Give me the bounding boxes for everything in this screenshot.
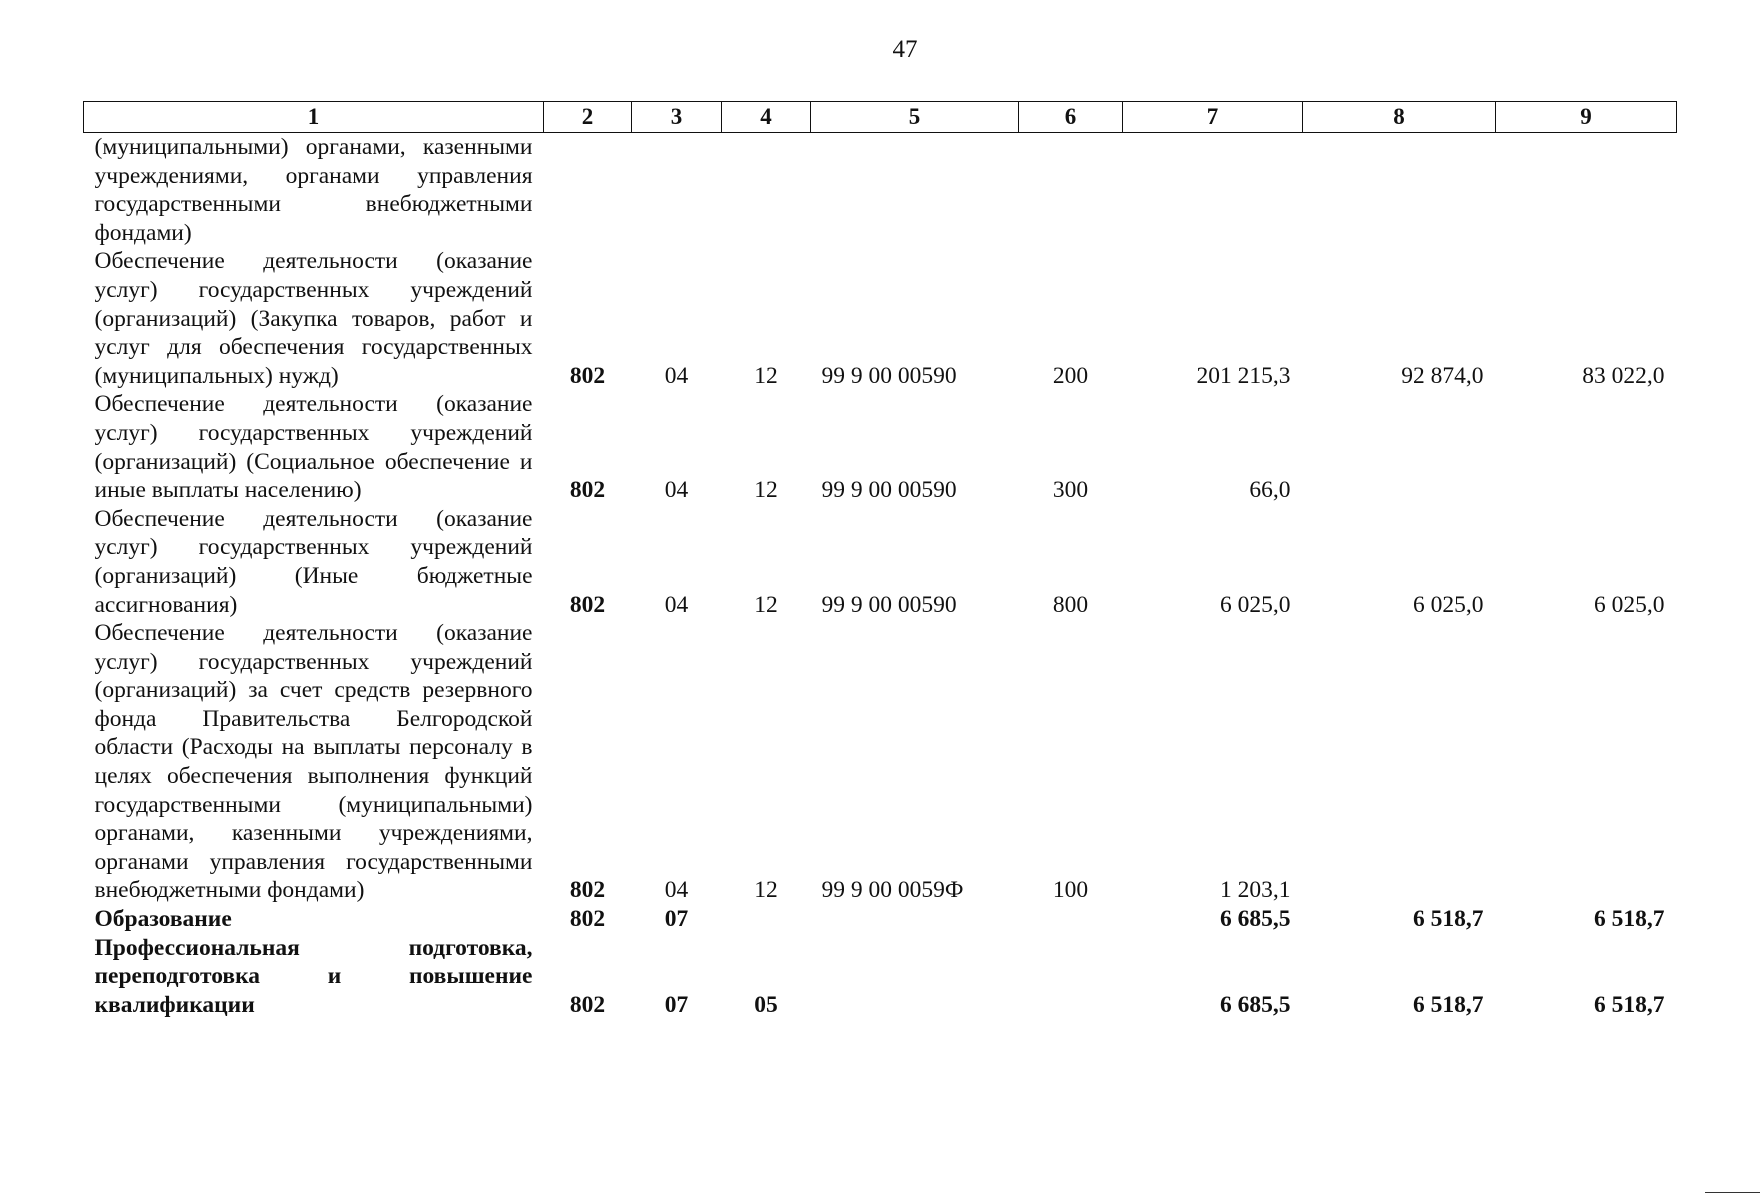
cell-amount-9: 6 025,0 — [1594, 591, 1665, 618]
cell-amount-7: 6 685,5 — [1220, 991, 1291, 1018]
cell-ministry-code: 802 — [569, 991, 606, 1018]
table-row — [84, 934, 1677, 1020]
cell-target-article: 99 9 00 00590 — [821, 362, 957, 389]
cell-target-article — [811, 934, 1019, 1020]
cell-expense-type — [1019, 133, 1123, 248]
row-description: Профессиональная подготовка, переподготовка и повышение квалификации — [94, 934, 533, 1018]
cell-expense-type: 300 — [1052, 477, 1089, 504]
cell-section: 07 — [664, 991, 689, 1018]
row-description: (муниципальными) органами, казенными учреждениями, органами управления государственными внебюджетными фондами) — [94, 134, 533, 246]
cell-amount-7: 6 685,5 — [1220, 906, 1291, 933]
cell-amount-8 — [1303, 390, 1496, 504]
cell-subsection — [722, 133, 811, 248]
cell-ministry-code: 802 — [569, 591, 606, 618]
cell-ministry-code: 802 — [569, 906, 606, 933]
cell-amount-9 — [1496, 133, 1677, 248]
cell-subsection: 12 — [754, 477, 778, 504]
cell-expense-type: 100 — [1052, 877, 1089, 904]
header-row — [84, 102, 1677, 133]
cell-target-article: 99 9 00 00590 — [821, 477, 957, 504]
cell-amount-7: 201 215,3 — [1196, 362, 1291, 389]
cell-ministry-code: 802 — [569, 877, 606, 904]
table-row — [84, 247, 1677, 390]
cell-ministry-code: 802 — [569, 362, 606, 389]
table-row — [84, 390, 1677, 504]
cell-expense-type — [1019, 905, 1123, 934]
cell-amount-8: 6 025,0 — [1413, 591, 1484, 618]
cell-subsection: 05 — [754, 991, 778, 1018]
row-description: Обеспечение деятельности (оказание услуг) государственных учреждений (организаций) (Закупка товаров, работ и услуг для обеспечения государственных (муниципальных) нужд) — [94, 248, 533, 389]
table-row — [84, 505, 1677, 619]
cell-subsection: 12 — [754, 591, 778, 618]
row-description: Обеспечение деятельности (оказание услуг) государственных учреждений (организаций) (Иные бюджетные ассигнования) — [94, 505, 533, 618]
cell-amount-9: 6 518,7 — [1594, 906, 1665, 933]
cell-amount-9: 83 022,0 — [1582, 362, 1665, 389]
cell-ministry-code — [544, 133, 632, 248]
cell-amount-8: 6 518,7 — [1413, 906, 1484, 933]
cell-subsection: 12 — [754, 877, 778, 904]
cell-section — [632, 133, 722, 248]
cell-amount-8: 92 874,0 — [1401, 362, 1484, 389]
cell-subsection: 12 — [754, 362, 778, 389]
cell-target-article: 99 9 00 00590 — [821, 591, 957, 618]
table-row — [84, 619, 1677, 905]
header-col-7: 7 — [1123, 102, 1303, 133]
cell-section: 04 — [664, 877, 689, 904]
cell-amount-7: 6 025,0 — [1220, 591, 1291, 618]
header-col-8: 8 — [1303, 102, 1496, 133]
cell-amount-7 — [1123, 133, 1303, 248]
cell-amount-9 — [1496, 390, 1677, 504]
cell-amount-7: 66,0 — [1249, 477, 1291, 504]
cell-target-article: 99 9 00 0059Ф — [821, 877, 964, 904]
cell-amount-9 — [1496, 619, 1677, 905]
cell-section: 04 — [664, 477, 689, 504]
header-col-6: 6 — [1019, 102, 1123, 133]
cell-target-article — [811, 133, 1019, 248]
table-row — [84, 905, 1677, 934]
cell-section: 04 — [664, 362, 689, 389]
table-row — [84, 133, 1677, 248]
row-description: Образование — [94, 906, 232, 933]
header-col-3: 3 — [632, 102, 722, 133]
row-description: Обеспечение деятельности (оказание услуг) государственных учреждений (организаций) (Социальное обеспечение и иные выплаты населению) — [94, 391, 533, 504]
cell-amount-7: 1 203,1 — [1220, 877, 1291, 904]
cell-subsection — [722, 905, 811, 934]
divider — [1705, 1192, 1760, 1193]
cell-target-article — [811, 905, 1019, 934]
header-col-9: 9 — [1496, 102, 1677, 133]
header-col-2: 2 — [544, 102, 632, 133]
cell-expense-type: 800 — [1052, 591, 1089, 618]
header-col-1: 1 — [84, 102, 544, 133]
cell-section: 07 — [664, 906, 689, 933]
page-number: 47 — [892, 36, 918, 63]
budget-table — [83, 101, 1677, 1019]
header-col-4: 4 — [722, 102, 811, 133]
cell-expense-type — [1019, 934, 1123, 1020]
cell-amount-8: 6 518,7 — [1413, 991, 1484, 1018]
cell-amount-8 — [1303, 619, 1496, 905]
header-col-5: 5 — [811, 102, 1019, 133]
cell-amount-9: 6 518,7 — [1594, 991, 1665, 1018]
row-description: Обеспечение деятельности (оказание услуг) государственных учреждений (организаций) за счет средств резервного фонда Правительства Белгородской области (Расходы на выплаты персоналу в целях обеспечения выполнения функций государственными (муниципальными) органами, казенными учреждениями, органами управления государственными внебюджетными фондами) — [94, 620, 533, 904]
cell-section: 04 — [664, 591, 689, 618]
cell-ministry-code: 802 — [569, 477, 606, 504]
cell-expense-type: 200 — [1052, 362, 1089, 389]
cell-amount-8 — [1303, 133, 1496, 248]
